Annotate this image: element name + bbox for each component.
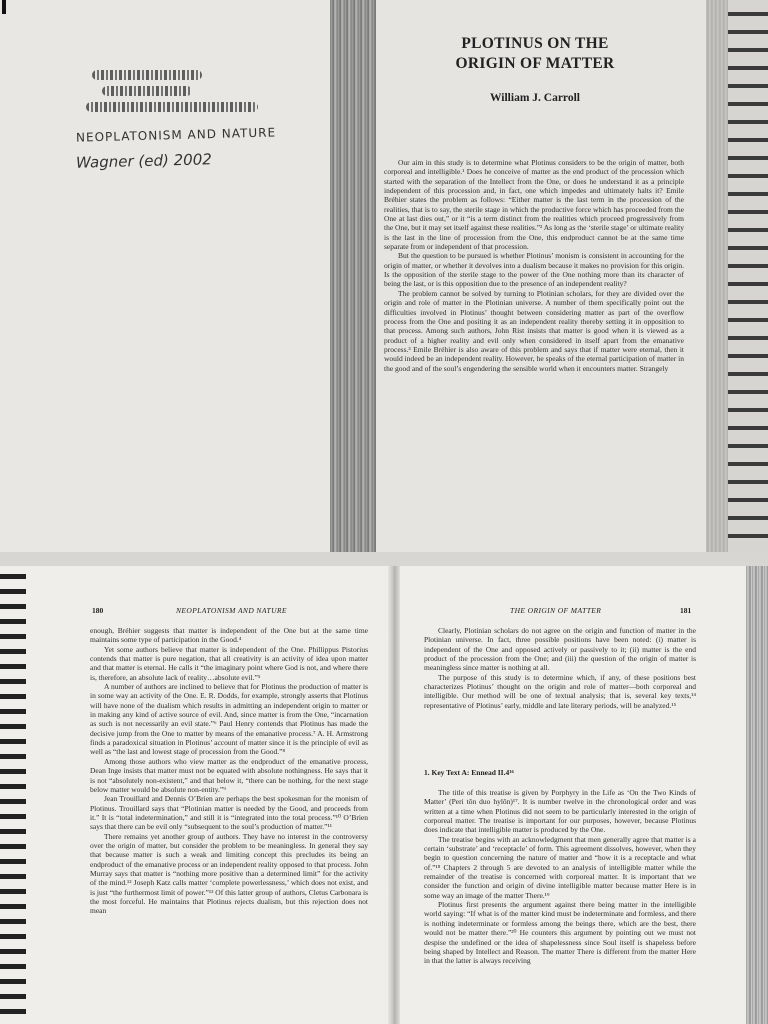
title-line-2: ORIGIN OF MATTER [455, 55, 615, 72]
paragraph: The title of this treatise is given by Porphyry in the Life as ‘On the Two Kinds of Matter’ (Peri tôn duo hylôn)¹⁷. It is number twelve in the chronological order and was written at a time when Plotinus did not seem to be particularly interested in the origin of corporeal matter. The treatise is important for our purposes, however, because Plotinus does indicate that intelligible matter is produced by the One. [424, 788, 696, 835]
paragraph: Yet some authors believe that matter is independent of the One. Phillippus Pistorius contends that matter is pure negation, that all creativity is an activity of idea upon matter and that matter is eternal. He calls it “the imaginary point where God is not, and where there is, therefore, an absolute lack of reality…absolute evil.”⁵ [90, 644, 368, 682]
section-heading: 1. Key Text A: Ennead II.4¹⁶ [424, 768, 514, 777]
paragraph: A number of authors are inclined to believe that for Plotinus the production of matter is in some way an activity of the One. E. R. Dodds, for example, strongly asserts that Plotinus will have none of the dualism which results in admitting an independent origin to matter or in making any kind of active source of evil. And, since matter is from the One, “incarnation as such is not necessarily an evil state.”⁶ Paul Henry contends that Plotinus has made the decisive jump from the One to matter by means of the emanative process.⁷ A. H. Armstrong finds a paradoxical situation in Plotinus’ account of matter since it is the principle of evil as well as “the last and lowest stage of procession from the Good.”⁸ [90, 682, 368, 757]
title-line-1: PLOTINUS ON THE [461, 35, 609, 52]
crossed-out-handwriting [92, 70, 202, 80]
top-left-margin-area [0, 0, 330, 552]
spiral-binding-edge [706, 0, 768, 552]
bottom-spread-scan [0, 566, 768, 1024]
paragraph: Clearly, Plotinian scholars do not agree on the origin and function of matter in the Plotinian universe. In fact, three possible positions have been noted: (i) matter is independent of the One and opposed actively or passively to it; (ii) matter is the end product of the procession from the One; and (iii) the question of the origin of matter is meaningless since matter is nothing at all. [424, 626, 696, 673]
left-spiral-binding [0, 566, 26, 1024]
paragraph: But the question to be pursued is whether Plotinus’ monism is consistent in accounting for the origin of matter, or whether it devolves into a dualism because it makes no provision for this origin. Is the opposition of the sterile stage to the power of the One nothing more than its character of being the last, or is this opposition due to the presence of an independent reality? [384, 251, 684, 289]
right-page-number: 181 [680, 606, 692, 615]
right-page-body-bottom [424, 788, 696, 966]
paragraph: The problem cannot be solved by turning to Plotinian scholars, for they are divided over the origin and role of matter in the Plotinian universe. A number of them specifically point out the difficulties involved in Plotinus’ thought between considering matter as part of the overflow process from the One and positing it as an independent reality thereby setting it in opposition to that process. Among such authors, John Rist insists that matter is good when it is viewed as a product of a higher reality and evil only when considered in itself apart from the emanative process.³ Emile Bréhier is also aware of this problem and says that if matter were eternal, then it would indeed be an independent reality. However, he speaks of the eternal participation of matter in the good and of the soul’s engendering the sensible world when it encounters matter. Strangely [384, 288, 684, 373]
right-running-head: THE ORIGIN OF MATTER [510, 606, 602, 615]
paragraph: The treatise begins with an acknowledgment that men generally agree that matter is a certain ‘substrate’ and ‘receptacle’ of form. This agreement dissolves, however, when they begin to question concerning the nature of matter and “how it is a receptacle and what of.”¹⁸ Chapters 2 through 5 are devoted to an analysis of intelligible matter while the remainder of the treatise is concerned with corporeal matter. It is important that we consider the function and origin of divine intelligible matter because matter Here is in some way an image of the matter There.¹⁹ [424, 834, 696, 900]
crossed-out-handwriting [86, 102, 258, 112]
left-page-body [90, 626, 368, 916]
paragraph: There remains yet another group of authors. They have no interest in the controversy over the origin of matter, but consider the problem to be meaningless. In general they say that because matter is such a weak and limiting concept this precludes its being an endproduct of the emanative process or an independent reality opposed to that process. John Murray says that matter is “nothing more positive than a determined limit” for the activity of the mind.¹² Joseph Katz calls matter ‘complete powerlessness,’ which does not exist, and is just “the furthermost limit of power.”¹³ Of this latter group of authors, Cletus Carbonara is the most forceful. He maintains that Plotinus rejects dualism, but this rejection does not mean [90, 831, 368, 916]
paragraph: enough, Bréhier suggests that matter is independent of the One but at the same time maintains some type of participation in the Good.⁴ [90, 626, 368, 645]
handwritten-book-title: NEOPLATONISM AND NATURE [75, 125, 277, 145]
top-page-body [384, 158, 684, 373]
paragraph: Among those authors who view matter as the endproduct of the emanative process, Dean Inge insists that matter must not be equated with absolute nothingness. He says that it is not “absolutely non-existent,” and that below it, “there can be nothing, for the next stage below matter would be absolute non-entity.”⁹ [90, 756, 368, 794]
handwritten-editor-note: Wagner (ed) 2002 [75, 150, 213, 172]
paragraph: Our aim in this study is to determine what Plotinus considers to be the origin of matter, both corporeal and intelligible.¹ Does he conceive of matter as the end product of the procession which started with the separation of the Intellect from the One, or does he understand it as a principle independent of this procession and, in fact, one which impedes and ultimately halts it? Emile Bréhier states the problem as follows: “Either matter is the last term in the procession of the realities, that is to say, the sterile stage in which the productive force which has proceeded from the One at last dies out,” or it “is a term distinct from the realities which proceed progressively from the One, but it may set itself against these realities.”² As long as the ‘sterile stage’ or ultimate reality is the last in the line of procession from the One, this endproduct cannot be at the same time separate from or independent of that procession. [384, 158, 684, 252]
left-running-head: NEOPLATONISM AND NATURE [176, 606, 287, 615]
paragraph: Plotinus first presents the argument against there being matter in the intelligible world saying: “If what is of the matter kind must be indeterminate and formless, and there is nothing indeterminate or formless among the beings there, which are the best, there would not be matter there.”²⁰ He counters this argument by pointing out we must not despise the undefined or the idea of shapelessness since Soul itself is shapeless before being shaped by Intellect and Reason. The matter There is different from the matter Here in that the latter is always receiving [424, 900, 696, 966]
center-fold [388, 566, 400, 1024]
article-title [400, 34, 670, 74]
article-author: William J. Carroll [490, 92, 580, 104]
paragraph: The purpose of this study is to determine which, if any, of these positions best characterizes Plotinus’ thought on the origin and role of matter—both corporeal and intelligible. Our method will be one of textual analysis; that is, several key texts,¹⁴ representative of Plotinus’ early, middle and late literary periods, will be analyzed.¹⁵ [424, 672, 696, 710]
paragraph: Jean Trouillard and Dennis O’Brien are perhaps the best spokesman for the monism of Plotinus. Trouillard says that “Plotinian matter is needed by the Good, and proceeds from it.” It is “total indetermination,” and still it is “integrated into the total process.”¹⁰ O’Brien says that there can be evil only “subsequent to the soul’s production of matter.”¹¹ [90, 794, 368, 832]
edge-mark [2, 0, 6, 14]
crossed-out-handwriting [102, 86, 192, 96]
right-page-body-top [424, 626, 696, 710]
right-edge-binding [746, 566, 768, 1024]
book-gutter [330, 0, 376, 552]
left-page-number: 180 [92, 606, 104, 615]
